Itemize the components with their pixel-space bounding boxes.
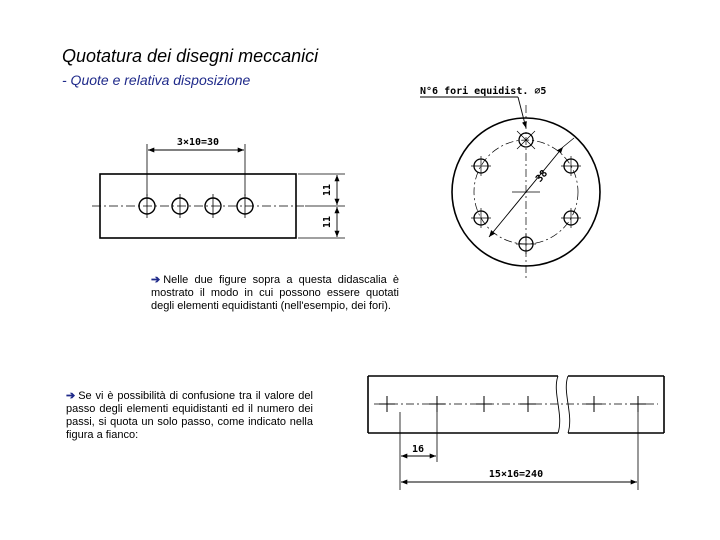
plate-dimension-label: 3×10=30 bbox=[176, 137, 220, 148]
caption-text-1: Nelle due figure sopra a questa didascalia è mostrato il modo in cui possono essere quotati degli elementi equidistanti (nell'esempio, dei fori). bbox=[151, 274, 399, 312]
disc-leader-line bbox=[518, 97, 526, 128]
plate-side-dimension-bottom: 11 bbox=[322, 215, 333, 229]
page-title: Quotatura dei disegni meccanici bbox=[62, 46, 319, 66]
disc-note-label: N°6 fori equidist. ⌀5 bbox=[420, 86, 547, 97]
strip-pitch-label: 16 bbox=[411, 444, 425, 455]
strip-break-line bbox=[556, 376, 559, 433]
arrow-icon: ➔ bbox=[66, 390, 76, 402]
arrow-icon: ➔ bbox=[151, 274, 161, 286]
plate-drawing bbox=[92, 144, 345, 238]
disc-diameter-label: 38 bbox=[533, 168, 551, 185]
plate-side-dimension-top: 11 bbox=[322, 183, 333, 197]
strip-total-label: 15×16=240 bbox=[488, 469, 544, 480]
disc-drawing bbox=[420, 97, 600, 280]
page-subtitle: - Quote e relativa disposizione bbox=[62, 72, 251, 88]
caption-text-2: Se vi è possibilità di confusione tra il valore del passo degli elementi equidistanti ed il numero dei passi, si quota un solo passo, come indicato nella figura a fianco: bbox=[66, 390, 313, 441]
